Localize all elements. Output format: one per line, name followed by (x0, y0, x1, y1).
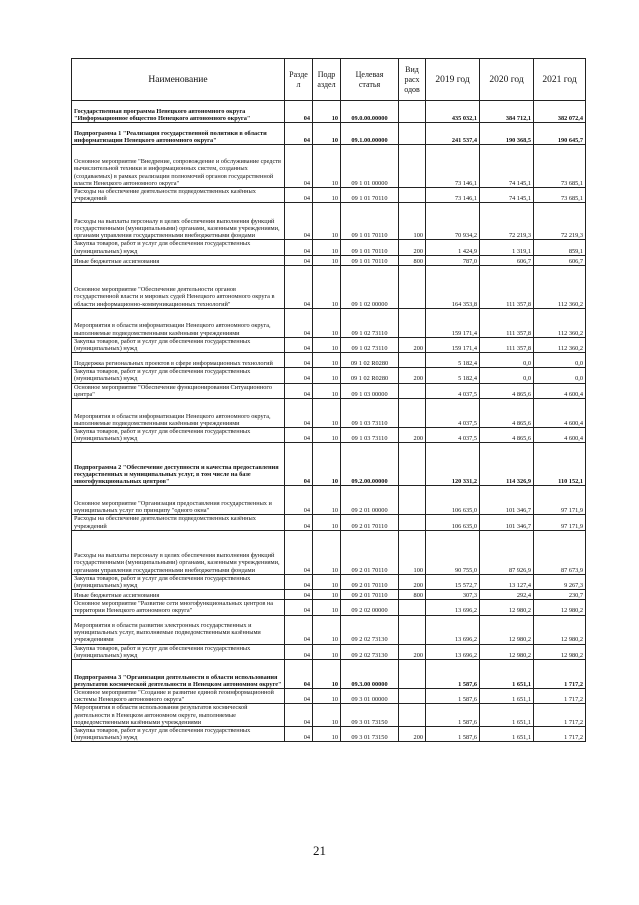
row-target-code: 09 2 01 70110 (341, 515, 399, 530)
row-name: Подпрограмма 3 "Организация деятельности в области использования результатов космической деятельности в Ненецком автономном округе" (72, 660, 285, 689)
row-value-2019: 1 587,6 (426, 704, 480, 727)
row-value-2019: 90 755,0 (426, 530, 480, 574)
row-value-2019: 241 537,4 (426, 123, 480, 145)
row-target-code: 09 1 03 00000 (341, 383, 399, 398)
row-value-2021: 1 717,2 (534, 660, 586, 689)
row-subsection: 10 (313, 101, 341, 123)
row-value-2020: 74 145,1 (480, 145, 534, 188)
row-target-code: 09 2 02 73130 (341, 644, 399, 659)
row-value-2020: 4 865,6 (480, 399, 534, 428)
row-subsection: 10 (313, 353, 341, 368)
row-expense-kind (399, 188, 426, 203)
row-value-2019: 4 037,5 (426, 428, 480, 443)
row-section: 04 (285, 660, 313, 689)
row-name: Поддержка региональных проектов в сфере информационных технологий (72, 353, 285, 368)
row-value-2020: 292,4 (480, 590, 534, 600)
table-row (72, 644, 586, 659)
row-target-code: 09 1 01 70110 (341, 255, 399, 265)
header-target-line-2: статья (358, 79, 381, 89)
row-value-2019: 164 353,8 (426, 265, 480, 308)
row-section: 04 (285, 443, 313, 486)
table-row (72, 368, 586, 383)
row-target-code: 09 1 03 73110 (341, 399, 399, 428)
row-expense-kind: 100 (399, 530, 426, 574)
row-section: 04 (285, 308, 313, 337)
row-target-code: 09.1.00.00000 (341, 123, 399, 145)
table-row (72, 727, 586, 742)
row-value-2019: 787,0 (426, 255, 480, 265)
row-name: Закупка товаров, работ и услуг для обеспечения государственных (муниципальных) нужд (72, 727, 285, 742)
row-subsection: 10 (313, 265, 341, 308)
row-value-2020: 0,0 (480, 353, 534, 368)
row-section: 04 (285, 515, 313, 530)
row-target-code: 09 3 01 00000 (341, 689, 399, 704)
table-row (72, 428, 586, 443)
row-name: Иные бюджетные ассигнования (72, 590, 285, 600)
row-target-code: 09 2 01 00000 (341, 486, 399, 515)
row-section: 04 (285, 590, 313, 600)
row-value-2021: 12 980,2 (534, 644, 586, 659)
row-subsection: 10 (313, 590, 341, 600)
header-section-line-1: Разде (289, 69, 308, 79)
header-target (341, 59, 399, 101)
header-subsection-line-2: аздел (317, 79, 336, 89)
row-section: 04 (285, 644, 313, 659)
row-value-2020: 0,0 (480, 368, 534, 383)
row-value-2019: 5 182,4 (426, 368, 480, 383)
row-name: Закупка товаров, работ и услуг для обеспечения государственных (муниципальных) нужд (72, 368, 285, 383)
row-subsection: 10 (313, 615, 341, 644)
table-row (72, 600, 586, 615)
table-row (72, 530, 586, 574)
header-kind (399, 59, 426, 101)
row-section: 04 (285, 530, 313, 574)
row-target-code: 09 2 02 00000 (341, 600, 399, 615)
row-subsection: 10 (313, 689, 341, 704)
row-subsection: 10 (313, 188, 341, 203)
row-value-2019: 70 934,2 (426, 203, 480, 240)
row-expense-kind (399, 123, 426, 145)
row-name: Мероприятия в области информатизации Ненецкого автономного округа, выполняемые подведомственными казёнными учреждениями (72, 308, 285, 337)
row-value-2019: 1 587,6 (426, 660, 480, 689)
row-subsection: 10 (313, 600, 341, 615)
row-value-2020: 111 357,8 (480, 337, 534, 352)
page-number: 21 (313, 843, 326, 858)
row-section: 04 (285, 689, 313, 704)
table-row (72, 265, 586, 308)
row-subsection: 10 (313, 255, 341, 265)
table-row (72, 660, 586, 689)
row-value-2019: 106 635,0 (426, 515, 480, 530)
row-name: Основное мероприятие "Внедрение, сопровождение и обслуживание средств вычислительной техники и информационных систем, созданных (создаваемых) в рамках реализации полномочий органов государственной власти Ненецкого автономного округа" (72, 145, 285, 188)
row-section: 04 (285, 615, 313, 644)
row-section: 04 (285, 145, 313, 188)
header-subsection (313, 59, 341, 101)
row-name: Мероприятия в области развития электронных государственных и муниципальных услуг, выполняемые подведомственными казёнными учреждениями (72, 615, 285, 644)
row-expense-kind (399, 689, 426, 704)
row-name: Закупка товаров, работ и услуг для обеспечения государственных (муниципальных) нужд (72, 240, 285, 255)
row-section: 04 (285, 265, 313, 308)
row-value-2019: 159 171,4 (426, 337, 480, 352)
row-value-2021: 382 072,4 (534, 101, 586, 123)
table-row (72, 255, 586, 265)
row-target-code: 09 1 02 00000 (341, 265, 399, 308)
row-target-code: 09 1 02 73110 (341, 308, 399, 337)
row-target-code: 09 2 01 70110 (341, 590, 399, 600)
header-2021: 2021 год (534, 59, 586, 101)
row-name: Мероприятия в области использования результатов космической деятельности в Ненецком автономном округе, выполняемые подведомственными казёнными учреждениями (72, 704, 285, 727)
row-subsection: 10 (313, 574, 341, 589)
row-value-2021: 73 685,1 (534, 188, 586, 203)
row-section: 04 (285, 240, 313, 255)
row-target-code: 09 1 01 70110 (341, 240, 399, 255)
row-expense-kind (399, 399, 426, 428)
row-expense-kind (399, 660, 426, 689)
row-expense-kind (399, 704, 426, 727)
row-value-2020: 114 326,9 (480, 443, 534, 486)
header-2020: 2020 год (480, 59, 534, 101)
row-expense-kind: 200 (399, 428, 426, 443)
table-row (72, 308, 586, 337)
row-value-2020: 101 346,7 (480, 486, 534, 515)
row-name: Иные бюджетные ассигнования (72, 255, 285, 265)
header-section-line-2: л (296, 79, 301, 89)
row-name: Закупка товаров, работ и услуг для обеспечения государственных (муниципальных) нужд (72, 574, 285, 589)
row-target-code: 09 1 02 73110 (341, 337, 399, 352)
row-subsection: 10 (313, 240, 341, 255)
row-expense-kind (399, 265, 426, 308)
row-value-2019: 5 182,4 (426, 353, 480, 368)
row-section: 04 (285, 428, 313, 443)
row-name: Основное мероприятие "Организация предоставления государственных и муниципальных услуг по принципу "одного окна" (72, 486, 285, 515)
row-value-2020: 12 980,2 (480, 644, 534, 659)
header-2019: 2019 год (426, 59, 480, 101)
row-value-2021: 110 152,1 (534, 443, 586, 486)
row-name: Расходы на выплаты персоналу в целях обеспечения выполнения функций государственными (муниципальными) органами, казенными учреждениями, органами управления государственными внебюджетными фондами (72, 203, 285, 240)
row-value-2021: 0,0 (534, 353, 586, 368)
row-value-2021: 12 980,2 (534, 600, 586, 615)
table-row (72, 240, 586, 255)
row-value-2019: 106 635,0 (426, 486, 480, 515)
row-subsection: 10 (313, 515, 341, 530)
row-value-2021: 1 717,2 (534, 689, 586, 704)
row-value-2020: 74 145,1 (480, 188, 534, 203)
row-value-2020: 12 980,2 (480, 600, 534, 615)
row-name: Основное мероприятие "Обеспечение деятельности органов государственной власти и мировых судей Ненецкого автономного округа в области информационно-коммуникационных технологий" (72, 265, 285, 308)
row-expense-kind: 200 (399, 368, 426, 383)
row-expense-kind (399, 615, 426, 644)
row-value-2019: 13 696,2 (426, 615, 480, 644)
row-name: Государственная программа Ненецкого автономного округа "Информационное общество Ненецкого автономного округа" (72, 101, 285, 123)
row-value-2020: 1 651,1 (480, 689, 534, 704)
row-subsection: 10 (313, 399, 341, 428)
row-subsection: 10 (313, 145, 341, 188)
row-value-2019: 1 424,9 (426, 240, 480, 255)
row-target-code: 09 1 01 70110 (341, 203, 399, 240)
row-value-2020: 72 219,3 (480, 203, 534, 240)
row-expense-kind: 200 (399, 727, 426, 742)
row-name: Подпрограмма 1 "Реализация государственной политики в области информатизации Ненецкого автономного округа" (72, 123, 285, 145)
row-name: Закупка товаров, работ и услуг для обеспечения государственных (муниципальных) нужд (72, 644, 285, 659)
row-section: 04 (285, 123, 313, 145)
header-target-line-1: Целевая (355, 69, 384, 79)
table-row (72, 515, 586, 530)
row-value-2020: 1 651,1 (480, 704, 534, 727)
row-value-2020: 13 127,4 (480, 574, 534, 589)
row-target-code: 09 2 01 70110 (341, 574, 399, 589)
row-section: 04 (285, 203, 313, 240)
row-target-code: 09 2 01 70110 (341, 530, 399, 574)
row-subsection: 10 (313, 383, 341, 398)
row-value-2019: 4 037,5 (426, 383, 480, 398)
row-value-2020: 1 651,1 (480, 727, 534, 742)
row-value-2020: 87 926,9 (480, 530, 534, 574)
row-subsection: 10 (313, 428, 341, 443)
row-value-2020: 1 319,1 (480, 240, 534, 255)
table-row (72, 203, 586, 240)
row-name: Основное мероприятие "Обеспечение функционирования Ситуационного центра" (72, 383, 285, 398)
row-name: Закупка товаров, работ и услуг для обеспечения государственных (муниципальных) нужд (72, 337, 285, 352)
row-expense-kind: 800 (399, 255, 426, 265)
row-section: 04 (285, 600, 313, 615)
row-section: 04 (285, 188, 313, 203)
table-row (72, 590, 586, 600)
row-value-2021: 1 717,2 (534, 727, 586, 742)
row-subsection: 10 (313, 443, 341, 486)
row-expense-kind (399, 145, 426, 188)
row-expense-kind (399, 443, 426, 486)
row-target-code: 09 1 03 73110 (341, 428, 399, 443)
row-name: Расходы на выплаты персоналу в целях обеспечения выполнения функций государственными (муниципальными) органами, казенными учреждениями, органами управления государственными внебюджетными фондами (72, 530, 285, 574)
row-target-code: 09 1 02 R0280 (341, 368, 399, 383)
row-value-2019: 1 587,6 (426, 689, 480, 704)
row-expense-kind: 200 (399, 337, 426, 352)
row-value-2021: 4 600,4 (534, 428, 586, 443)
row-value-2019: 120 331,2 (426, 443, 480, 486)
row-value-2020: 1 651,1 (480, 660, 534, 689)
table-row (72, 145, 586, 188)
row-value-2019: 435 032,1 (426, 101, 480, 123)
table-row (72, 383, 586, 398)
row-expense-kind (399, 486, 426, 515)
row-section: 04 (285, 383, 313, 398)
budget-table (71, 58, 586, 742)
row-value-2021: 97 171,9 (534, 486, 586, 515)
row-expense-kind: 200 (399, 574, 426, 589)
row-target-code: 09.0.00.00000 (341, 101, 399, 123)
row-value-2021: 112 360,2 (534, 265, 586, 308)
row-subsection: 10 (313, 660, 341, 689)
header-subsection-line-1: Подр (317, 69, 336, 79)
row-target-code: 09 1 01 70110 (341, 188, 399, 203)
table-row (72, 443, 586, 486)
row-target-code: 09 3 01 73150 (341, 704, 399, 727)
row-value-2021: 9 267,3 (534, 574, 586, 589)
row-name: Подпрограмма 2 "Обеспечение доступности и качества предоставления государственных и муниципальных услуг, в том числе на базе многофункциональных центров" (72, 443, 285, 486)
row-value-2020: 4 865,6 (480, 428, 534, 443)
row-subsection: 10 (313, 337, 341, 352)
row-expense-kind: 100 (399, 203, 426, 240)
row-value-2021: 87 673,9 (534, 530, 586, 574)
header-kind-line-3: одов (404, 84, 420, 94)
row-value-2020: 101 346,7 (480, 515, 534, 530)
row-subsection: 10 (313, 308, 341, 337)
row-value-2020: 606,7 (480, 255, 534, 265)
table-row (72, 574, 586, 589)
row-value-2019: 73 146,1 (426, 188, 480, 203)
row-value-2021: 859,1 (534, 240, 586, 255)
table-row (72, 101, 586, 123)
row-value-2021: 230,7 (534, 590, 586, 600)
row-expense-kind (399, 308, 426, 337)
row-value-2019: 13 696,2 (426, 644, 480, 659)
row-subsection: 10 (313, 123, 341, 145)
row-expense-kind (399, 515, 426, 530)
header-name: Наименование (72, 59, 285, 101)
row-subsection: 10 (313, 368, 341, 383)
row-subsection: 10 (313, 727, 341, 742)
row-target-code: 09 3 01 73150 (341, 727, 399, 742)
row-subsection: 10 (313, 486, 341, 515)
row-name: Закупка товаров, работ и услуг для обеспечения государственных (муниципальных) нужд (72, 428, 285, 443)
row-value-2021: 73 685,1 (534, 145, 586, 188)
row-value-2021: 0,0 (534, 368, 586, 383)
row-target-code: 09.2.00.00000 (341, 443, 399, 486)
row-section: 04 (285, 101, 313, 123)
row-value-2021: 12 980,2 (534, 615, 586, 644)
table-row (72, 337, 586, 352)
row-section: 04 (285, 486, 313, 515)
row-target-code: 09 1 02 R0280 (341, 353, 399, 368)
table-row (72, 486, 586, 515)
table-row (72, 123, 586, 145)
row-section: 04 (285, 704, 313, 727)
row-subsection: 10 (313, 704, 341, 727)
row-expense-kind: 200 (399, 644, 426, 659)
row-name: Основное мероприятие "Развитие сети многофункциональных центров на территории Ненецкого автономного округа" (72, 600, 285, 615)
row-value-2021: 4 600,4 (534, 383, 586, 398)
row-name: Расходы на обеспечение деятельности подведомственных казённых учреждений (72, 188, 285, 203)
table-row (72, 689, 586, 704)
row-section: 04 (285, 399, 313, 428)
row-target-code: 09.3.00 00000 (341, 660, 399, 689)
row-value-2020: 111 357,8 (480, 265, 534, 308)
row-value-2020: 111 357,8 (480, 308, 534, 337)
row-value-2019: 73 146,1 (426, 145, 480, 188)
header-kind-line-2: расх (404, 74, 420, 84)
row-subsection: 10 (313, 644, 341, 659)
row-value-2019: 13 696,2 (426, 600, 480, 615)
row-expense-kind (399, 600, 426, 615)
table-row (72, 399, 586, 428)
row-expense-kind (399, 353, 426, 368)
header-section (285, 59, 313, 101)
row-value-2020: 384 712,1 (480, 101, 534, 123)
row-section: 04 (285, 368, 313, 383)
row-value-2021: 606,7 (534, 255, 586, 265)
row-value-2019: 307,3 (426, 590, 480, 600)
row-section: 04 (285, 574, 313, 589)
row-value-2019: 159 171,4 (426, 308, 480, 337)
row-subsection: 10 (313, 530, 341, 574)
row-value-2021: 1 717,2 (534, 704, 586, 727)
row-section: 04 (285, 337, 313, 352)
row-target-code: 09 1 01 00000 (341, 145, 399, 188)
row-section: 04 (285, 727, 313, 742)
row-name: Мероприятия в области информатизации Ненецкого автономного округа, выполняемые подведомственными казёнными учреждениями (72, 399, 285, 428)
table-header-row (72, 59, 586, 101)
table-row (72, 704, 586, 727)
row-name: Основное мероприятие "Создание и развитие единой геоинформационной системы Ненецкого автономного округа" (72, 689, 285, 704)
row-target-code: 09 2 02 73130 (341, 615, 399, 644)
row-value-2021: 4 600,4 (534, 399, 586, 428)
row-value-2019: 4 037,5 (426, 399, 480, 428)
row-value-2021: 112 360,2 (534, 337, 586, 352)
table-row (72, 615, 586, 644)
row-expense-kind (399, 101, 426, 123)
row-section: 04 (285, 353, 313, 368)
row-value-2020: 4 865,6 (480, 383, 534, 398)
row-subsection: 10 (313, 203, 341, 240)
header-kind-line-1: Вид (405, 64, 419, 74)
row-name: Расходы на обеспечение деятельности подведомственных казённых учреждений (72, 515, 285, 530)
row-value-2020: 190 368,5 (480, 123, 534, 145)
row-expense-kind: 800 (399, 590, 426, 600)
table-body (72, 101, 586, 742)
row-value-2021: 190 645,7 (534, 123, 586, 145)
row-value-2019: 15 572,7 (426, 574, 480, 589)
row-value-2019: 1 587,6 (426, 727, 480, 742)
row-value-2021: 72 219,3 (534, 203, 586, 240)
row-value-2021: 97 171,9 (534, 515, 586, 530)
table-row (72, 353, 586, 368)
row-expense-kind (399, 383, 426, 398)
row-expense-kind: 200 (399, 240, 426, 255)
row-section: 04 (285, 255, 313, 265)
row-value-2021: 112 360,2 (534, 308, 586, 337)
row-value-2020: 12 980,2 (480, 615, 534, 644)
table-row (72, 188, 586, 203)
